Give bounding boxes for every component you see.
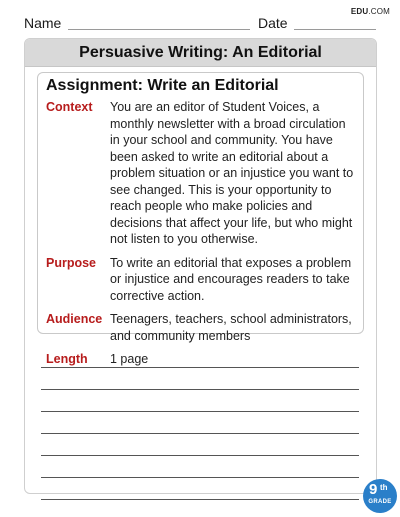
writing-line[interactable]: [41, 412, 359, 434]
logo-brand: EDU: [350, 7, 369, 16]
date-label: Date: [258, 15, 288, 31]
context-row: [46, 99, 355, 248]
worksheet-title: Persuasive Writing: An Editorial: [25, 39, 376, 67]
edu-logo: [351, 7, 390, 16]
audience-row: [46, 311, 355, 344]
purpose-label: Purpose: [46, 255, 97, 270]
grade-word: GRADE: [368, 499, 392, 505]
writing-line[interactable]: [41, 456, 359, 478]
writing-line[interactable]: [41, 346, 359, 368]
writing-line[interactable]: [41, 368, 359, 390]
context-text: You are an editor of Student Voices, a monthly newsletter with a broad circulation in your school and community. You have been asked to write an editorial about a problem situation or an injustice you want to see changed. This is your opportunity to reach people who make policies and decisions that affect your life, but who might not listen to you otherwise.: [110, 100, 354, 246]
name-field-line[interactable]: [68, 29, 250, 30]
writing-line[interactable]: [41, 478, 359, 500]
worksheet-header: [0, 0, 400, 40]
logo-suffix: .COM: [368, 7, 390, 16]
name-label: Name: [24, 15, 62, 31]
length-text: 1 page: [110, 352, 149, 366]
writing-lines[interactable]: [41, 346, 359, 500]
assignment-card: [37, 72, 364, 366]
assignment-title: Assignment: Write an Editorial: [46, 77, 279, 94]
grade-suffix: th: [380, 483, 388, 492]
audience-text: Teenagers, teachers, school administrators, and community members: [110, 312, 352, 343]
purpose-row: [46, 255, 355, 305]
writing-line[interactable]: [41, 434, 359, 456]
grade-badge: [363, 479, 397, 513]
date-field-line[interactable]: [294, 29, 376, 30]
length-label: Length: [46, 352, 88, 366]
audience-label: Audience: [46, 312, 103, 326]
grade-number: 9: [369, 481, 378, 498]
purpose-text: To write an editorial that exposes a problem or injustice and encourages readers to take corrective action.: [110, 255, 352, 303]
context-label: Context: [46, 100, 93, 114]
writing-line[interactable]: [41, 390, 359, 412]
